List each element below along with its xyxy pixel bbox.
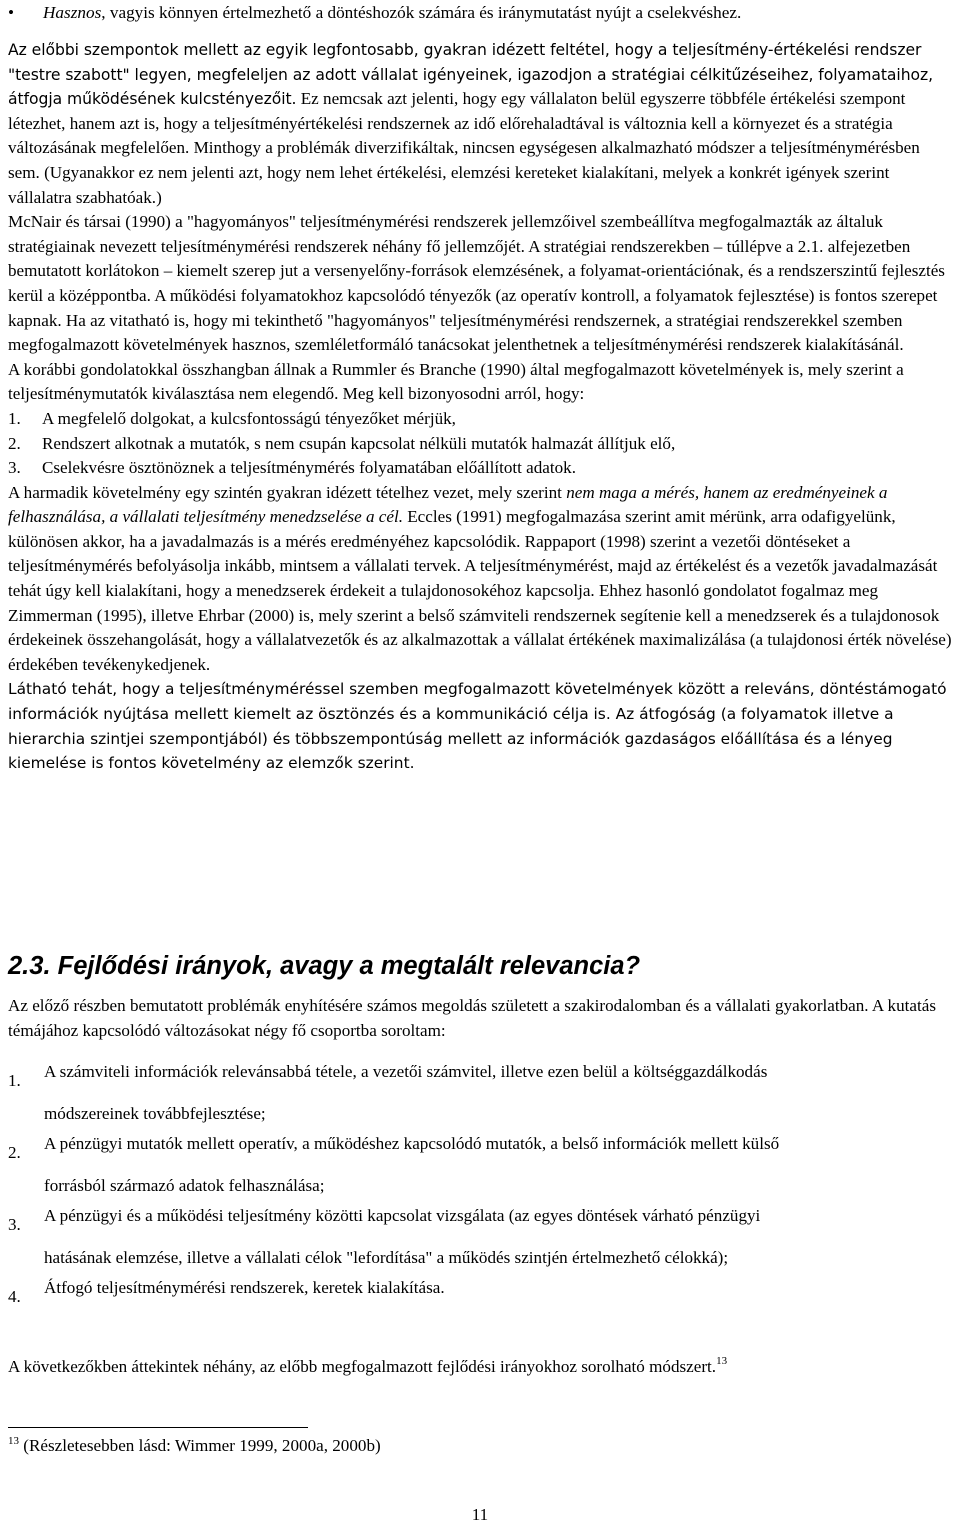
paragraph-1 xyxy=(0,38,960,210)
body-section-1 xyxy=(0,38,960,776)
list-item: 1. A számviteli információk relevánsabbá tétele, a vezetői számvitel, illetve ezen belül a költséggazdálkodás módszereinek továbbfejlesztése; xyxy=(8,1062,768,1124)
bullet-text: , vagyis könnyen értelmezhető a döntéshozók számára és iránymutatást nyújt a cselekvéshez. xyxy=(101,3,742,22)
footnote-reference[interactable]: 13 xyxy=(716,1355,728,1367)
list-item: 2. A pénzügyi mutatók mellett operatív, a működéshez kapcsolódó mutatók, a belső információk mellett külső forrásból származó adatok felhasználása; xyxy=(8,1134,780,1196)
list-item: 3. Cselekvésre ösztönöznek a teljesítménymérés folyamatában előállított adatok. xyxy=(8,458,576,478)
footnote-mark: 13 xyxy=(8,1435,19,1447)
paragraph-3: A korábbi gondolatokkal összhangban állnak a Rummler és Branche (1990) által megfogalmazott követelmények is, mely szerint a teljesítménymutatók kiválasztása nem elegendő. Meg kell bizonyosodni arról, hogy: xyxy=(8,359,904,404)
list-item: 4. Átfogó teljesítménymérési rendszerek, keretek kialakítása. xyxy=(8,1278,445,1307)
paragraph-4-emphasis: nem maga a mérés, hanem az eredményeinek a felhasználása, a vállalati teljesítmény menedzselése a cél. xyxy=(8,482,888,527)
page-number: 11 xyxy=(471,1505,489,1524)
paragraph-2: McNair és társai (1990) a "hagyományos" teljesítménymérési rendszerek jellemzőivel szembeállítva megfogalmazták az általuk stratégiainak nevezett teljesítménymérési rendszerek néhány fő jellemzőjét. A stratégiai rendszerekben – túllépve a 2.1. alfejezetben bemutatott korlátokon – kiemelt szerep jut a versenyelőny-források elemzésének, a folyamat-orientációnak, és a rendszerszintű fejlesztés kerül a középpontba. A működési folyamatokhoz kapcsolódó tényezők (az operatív kontroll, a folyamatok fejlesztése) is fontos szerepet kapnak. Ha az vitatható is, hogy mi tekinthető "hagyományos" teljesítménymérési rendszernek, a stratégiai rendszerekkel szemben megfogalmazott követelmények hasznos, szemléletformáló tanácsokat jelenthetnek a teljesítménymérési rendszerek kialakításánál. xyxy=(8,212,945,355)
footnote-divider xyxy=(8,1427,308,1428)
list-item: 2. Rendszert alkotnak a mutatók, s nem csupán kapcsolat nélküli mutatók halmazát állítjuk elő, xyxy=(8,433,676,453)
paragraph-1-lead: Az előbbi szempontok mellett az egyik legfontosabb, gyakran idézett feltétel, hogy a teljesítmény-értékelési rendszer "testre szabott" legyen, megfeleljen az adott vállalat igényeinek, igazodjon a stratégiai célkitűzéseihez, folyamataihoz, átfogja működésének kulcstényezőit. xyxy=(8,41,934,109)
list-item: 3. A pénzügyi és a működési teljesítmény közötti kapcsolat vizsgálata (az egyes döntések várható pénzügyi hatásának elemzése, illetve a vállalati célok "lefordítása" a működés szintjén értelmezhető célokká); xyxy=(8,1206,761,1268)
directions-list xyxy=(0,1060,960,1318)
footnote-text: (Részletesebben lásd: Wimmer 1999, 2000a, 2000b) xyxy=(19,1436,381,1455)
list-item: 1. A megfelelő dolgokat, a kulcsfontosságú tényezőket mérjük, xyxy=(8,408,456,428)
paragraph-6: Az előző részben bemutatott problémák enyhítésére számos megoldás született a szakirodalomban és a vállalati gyakorlatban. A kutatás témájához kapcsolódó változásokat négy fő csoportba soroltam: xyxy=(8,996,936,1040)
paragraph-1-rest: Ez nemcsak azt jelenti, hogy egy vállalaton belül egyszerre többféle értékelési szempont létezhet, hanem azt is, hogy a teljesítményértékelési rendszernek az idő előrehaladtával is változnia kell a környezet és a stratégia változásának megfelelően. Minthogy a problémák diverzifikáltak, nincsen egységesen alkalmazható módszer a teljesítménymérésben sem. (Ugyanakkor ez nem jelenti azt, hogy nem lehet értékelési, elemzési kereteket kialakítani, melyek a konkrét igények szerint vállalatra szabhatóak.) xyxy=(8,89,920,207)
bullet-item xyxy=(8,1,948,25)
bullet-list xyxy=(8,1,948,25)
body-section-2 xyxy=(0,994,960,1324)
paragraph-4: A harmadik követelmény egy szintén gyakran idézett tételhez vezet, mely szerint nem maga a mérés, hanem az eredményeinek a felhasználása, a vállalati teljesítmény menedzselése a cél. Eccles (1991) megfogalmazása szerint amit mérünk, arra odafigyelünk, különösen akkor, ha a javadalmazás is a mérés eredményéhez kapcsolódik. Rappaport (1998) szerint a vezetői döntéseket a teljesítménymérés befolyásolja inkább, mintsem a vállalati tervek. A teljesítménymérést, majd az értékelést és a vezetők javadalmazását tehát úgy kell kialakítani, hogy a menedzserek érdekeit a tulajdonosokéhoz kapcsolja. Ehhez hasonló gondolatot fogalmaz meg Zimmerman (1995), illetve Ehrbar (2000) is, mely szerint a belső számviteli rendszernek segítenie kell a menedzserek és a tulajdonosok érdekeinek összehangolását, hogy a vállalatvezetők és az alkalmazottak a vállalat értékének maximalizálása (a tulajdonosi érték növelése) érdekében tevékenykedjenek. xyxy=(8,482,952,674)
footnote xyxy=(8,1436,381,1456)
closing-paragraph: A következőkben áttekintek néhány, az előbb megfogalmazott fejlődési irányokhoz sorolható módszert.$^{13}$ xyxy=(8,1355,728,1376)
paragraph-5: Látható tehát, hogy a teljesítményméréssel szemben megfogalmazott követelmények között a releváns, döntéstámogató információk nyújtása mellett kiemelt az ösztönzés és a kommunikáció célja is. Az átfogóság (a folyamatok illetve a hierarchia szintjei szempontjából) és többszempontúság mellett az információk gazdaságos előállítása és a lényeg kiemelése is fontos követelmény az elemzők szerint. xyxy=(8,680,947,773)
section-heading: 2.3. Fejlődési irányok, avagy a megtalált relevancia? xyxy=(8,952,641,980)
bullet-icon: • xyxy=(8,3,15,22)
requirements-list xyxy=(0,407,960,481)
bullet-italic: Hasznos xyxy=(43,3,102,22)
